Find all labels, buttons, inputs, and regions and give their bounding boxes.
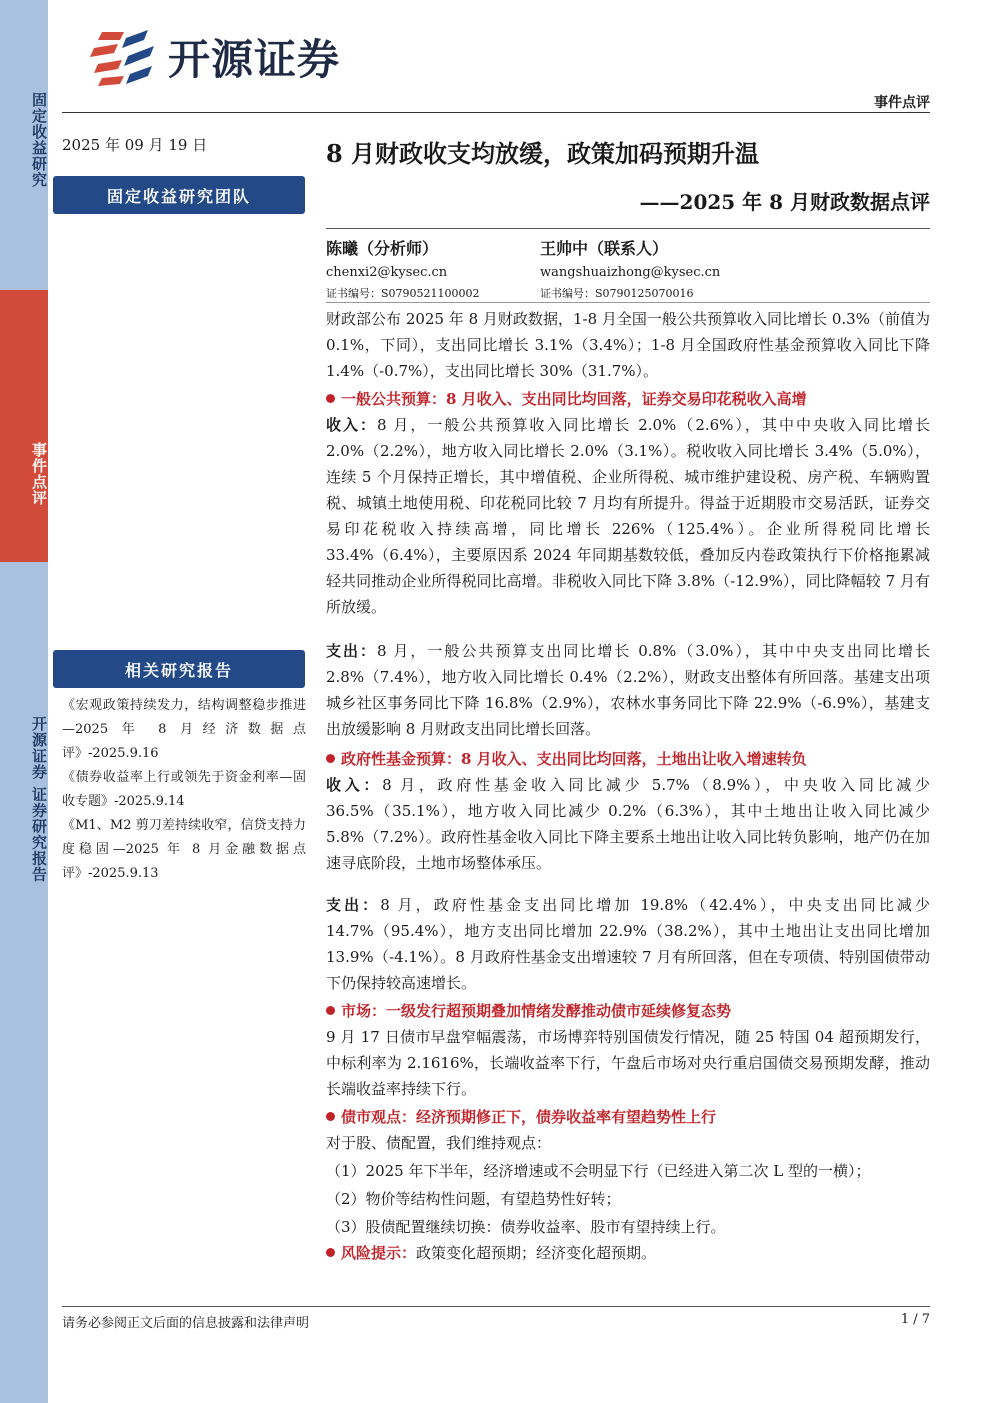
- author-email[interactable]: wangshuaizhong@kysec.cn: [540, 265, 721, 280]
- view-item: [326, 1186, 930, 1212]
- paragraph-label: 支出：: [326, 642, 378, 660]
- paragraph-text: 9 月 17 日债市早盘窄幅震荡，市场博弈特别国债发行情况，随 25 特国 04 超预期发行，中标利率为 2.1616%，长端收益率下行，午盘后市场对央行重启国债交易预期发酵，推动长端收益率持续下行。: [326, 1028, 930, 1098]
- brand-logo: [88, 26, 340, 88]
- side-label-category: 固定收益研究: [30, 92, 48, 188]
- paragraph-text: 8 月，一般公共预算收入同比增长 2.0%（2.6%），其中中央收入同比增长 2.0%（2.2%），地方收入同比增长 2.0%（3.1%）。税收收入同比增长 3.4%（5.0%），连续 5 个月保持正增长，其中增值税、企业所得税、城市维护建设税、房产税、车辆购置税、城镇土地使用税、印花税同比较 7 月均有所提升。得益于近期股市交易活跃，证券交易印花税收入持续高增，同比增长 226%（125.4%）。企业所得税同比增长 33.4%（6.4%），主要原因系 2024 年同期基数较低，叠加反内卷政策执行下价格拖累减轻共同推动企业所得税同比高增。非税收入同比下降 3.8%（-12.9%），同比降幅较 7 月有所放缓。: [326, 416, 930, 616]
- side-label-type: 事件点评: [0, 290, 48, 562]
- general-expenditure-paragraph: [326, 638, 930, 742]
- author-card: [540, 238, 720, 302]
- paragraph-text: （2）物价等结构性问题，有望趋势性好转；: [326, 1190, 621, 1208]
- paragraph-label: 收入：: [326, 776, 383, 794]
- author-divider: [326, 302, 930, 303]
- view-intro-line: [326, 1130, 930, 1156]
- page-number: 1 / 7: [900, 1312, 930, 1327]
- author-name: 王帅中（联系人）: [540, 239, 669, 258]
- report-type: 事件点评: [874, 95, 930, 111]
- bullet-icon: [326, 1006, 335, 1015]
- related-report-link[interactable]: 《债券收益率上行或领先于资金利率—固收专题》-2025.9.14: [62, 770, 306, 809]
- page-title: 8 月财政收支均放缓，政策加码预期升温: [326, 139, 760, 168]
- related-reports-list: [62, 694, 306, 886]
- risk-text: 政策变化超预期；经济变化超预期。: [416, 1244, 657, 1262]
- footer-divider: [62, 1306, 930, 1307]
- bullet-icon: [326, 1112, 335, 1121]
- section-heading-text: 债市观点：经济预期修正下，债券收益率有望趋势性上行: [341, 1108, 717, 1126]
- team-badge: 固定收益研究团队: [53, 176, 305, 214]
- report-date: 2025 年 09 月 19 日: [62, 136, 208, 154]
- section-heading-bond-view: [326, 1104, 930, 1130]
- fund-expenditure-paragraph: [326, 892, 930, 996]
- section-heading-market: [326, 998, 930, 1024]
- fund-revenue-paragraph: [326, 772, 930, 876]
- side-strip: [0, 0, 48, 1403]
- section-heading-text: 市场：一级发行超预期叠加情绪发酵推动债市延续修复态势: [341, 1002, 732, 1020]
- bullet-icon: [326, 1248, 335, 1257]
- paragraph-label: 收入：: [326, 416, 378, 434]
- market-paragraph: [326, 1024, 930, 1102]
- view-item: [326, 1158, 930, 1184]
- bullet-icon: [326, 754, 335, 763]
- author-cert: 证书编号：S0790521100002: [326, 287, 480, 300]
- paragraph-text: （3）股债配置继续切换：债券收益率、股市有望持续上行。: [326, 1218, 726, 1236]
- paragraph-text: 对于股、债配置，我们维持观点：: [326, 1134, 552, 1152]
- title-divider: [326, 228, 930, 229]
- intro-paragraph: [326, 306, 930, 384]
- related-report-link[interactable]: 《M1、M2 剪刀差持续收窄，信贷支持力度稳固—2025 年 8 月金融数据点评》-2025.9.13: [62, 818, 306, 881]
- general-revenue-paragraph: [326, 412, 930, 620]
- section-heading-general-budget: [326, 386, 930, 412]
- author-email[interactable]: chenxi2@kysec.cn: [326, 265, 448, 280]
- paragraph-text: （1）2025 年下半年，经济增速或不会明显下行（已经进入第二次 L 型的一横）；: [326, 1162, 871, 1180]
- author-card: [326, 238, 480, 302]
- paragraph-text: 8 月，政府性基金收入同比减少 5.7%（8.9%），中央收入同比减少 36.5%（35.1%），地方收入同比减少 0.2%（6.3%），其中土地出让收入同比减少 5.8%（7.2%）。政府性基金收入同比下降主要系土地出让收入同比转负影响，地产仍在加速寻底阶段，土地市场整体承压。: [326, 776, 930, 872]
- paragraph-text: 8 月，一般公共预算支出同比增长 0.8%（3.0%），其中中央支出同比增长 2.8%（7.4%），地方收入同比增长 0.4%（2.2%），财政支出整体有所回落。基建支出项城乡社区事务同比下降 16.8%（2.9%），农林水事务同比下降 22.9%（-6.9%），基建支出放缓影响 8 月财政支出同比增长回落。: [326, 642, 930, 738]
- author-name: 陈曦（分析师）: [326, 239, 439, 258]
- intro-text: 财政部公布 2025 年 8 月财政数据，1-8 月全国一般公共预算收入同比增长 0.3%（前值为 0.1%，下同），支出同比增长 3.1%（3.4%）；1-8 月全国政府性基金预算收入同比下降 1.4%（-0.7%），支出同比增长 30%（31.7%）。: [326, 310, 930, 380]
- page-subtitle: ——2025 年 8 月财政数据点评: [639, 190, 930, 214]
- header-divider: [62, 112, 930, 113]
- footer-disclaimer: 请务必参阅正文后面的信息披露和法律声明: [62, 1316, 310, 1331]
- bullet-icon: [326, 394, 335, 403]
- side-label-publisher: 开源证券 证券研究报告: [30, 716, 48, 883]
- risk-label: 风险提示：: [341, 1244, 417, 1262]
- related-report-link[interactable]: 《宏观政策持续发力，结构调整稳步推进—2025 年 8 月经济数据点评》-2025.9.16: [62, 698, 306, 761]
- section-heading-text: 政府性基金预算：8 月收入、支出同比均回落，土地出让收入增速转负: [341, 750, 807, 768]
- paragraph-label: 支出：: [326, 896, 381, 914]
- logo-mark-icon: [88, 26, 160, 88]
- related-reports-heading: 相关研究报告: [53, 650, 305, 688]
- risk-warning: [326, 1240, 930, 1266]
- paragraph-text: 8 月，政府性基金支出同比增加 19.8%（42.4%），中央支出同比减少 14.7%（95.4%），地方支出同比增加 22.9%（38.2%），其中土地出让支出同比增加 13.9%（-4.1%）。8 月政府性基金支出增速较 7 月有所回落，但在专项债、特别国债带动下仍保持较高速增长。: [326, 896, 930, 992]
- brand-name: 开源证券: [168, 35, 341, 84]
- section-heading-text: 一般公共预算：8 月收入、支出同比均回落，证券交易印花税收入高增: [341, 390, 807, 408]
- author-cert: 证书编号：S0790125070016: [540, 287, 694, 300]
- view-item: [326, 1214, 930, 1240]
- section-heading-fund-budget: [326, 746, 930, 772]
